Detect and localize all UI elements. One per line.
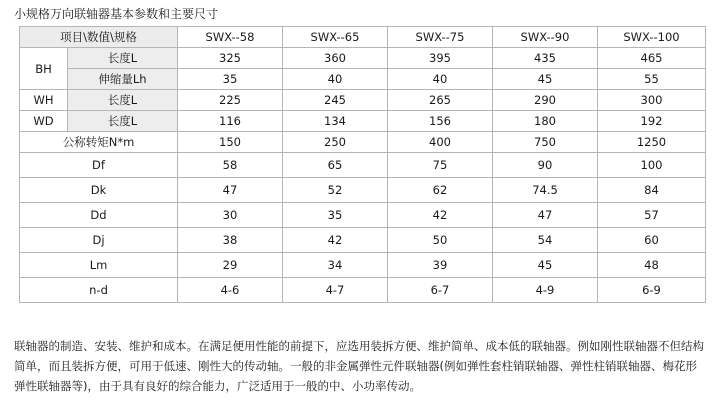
row-label-cell: 公称转矩N*m [20, 132, 178, 153]
value-cell: 65 [283, 153, 388, 178]
row-label-cell: Dk [20, 178, 178, 203]
row-label-cell: Dj [20, 228, 178, 253]
value-cell: 35 [283, 203, 388, 228]
value-cell: 58 [178, 153, 283, 178]
value-cell: 465 [598, 48, 706, 69]
param-cell: 伸缩量Lh [68, 69, 178, 90]
value-cell: 75 [388, 153, 493, 178]
value-cell: 60 [598, 228, 706, 253]
value-cell: 29 [178, 253, 283, 278]
table-row [20, 90, 706, 111]
value-cell: 180 [493, 111, 598, 132]
table-row [20, 278, 706, 303]
value-cell: 30 [178, 203, 283, 228]
model-header-cell: SWX--90 [493, 27, 598, 48]
value-cell: 150 [178, 132, 283, 153]
model-header-cell: SWX--100 [598, 27, 706, 48]
value-cell: 42 [388, 203, 493, 228]
value-cell: 116 [178, 111, 283, 132]
value-cell: 54 [493, 228, 598, 253]
value-cell: 47 [493, 203, 598, 228]
value-cell: 47 [178, 178, 283, 203]
value-cell: 38 [178, 228, 283, 253]
table-row [20, 253, 706, 278]
table-row [20, 132, 706, 153]
value-cell: 6-7 [388, 278, 493, 303]
value-cell: 84 [598, 178, 706, 203]
value-cell: 4-6 [178, 278, 283, 303]
table-row [20, 203, 706, 228]
value-cell: 265 [388, 90, 493, 111]
table-header-row [20, 27, 706, 48]
table-row [20, 48, 706, 69]
value-cell: 52 [283, 178, 388, 203]
value-cell: 134 [283, 111, 388, 132]
description-paragraph: 联轴器的制造、安装、维护和成本。在满足便用性能的前提下，应选用装拆方便、维护简单、成本低的联轴器。例如刚性联轴器不但结构简单，而且装拆方便，可用于低速、刚性大的传动轴。一般的非金属弹性元件联轴器(例如弹性套柱销联轴器、弹性柱销联轴器、梅花形弹性联轴器等)，由于具有良好的综合能力，广泛适用于一般的中、小功率传动。 [14, 339, 704, 393]
value-cell: 250 [283, 132, 388, 153]
model-header-cell: SWX--58 [178, 27, 283, 48]
value-cell: 156 [388, 111, 493, 132]
value-cell: 90 [493, 153, 598, 178]
param-cell: 长度L [68, 48, 178, 69]
value-cell: 325 [178, 48, 283, 69]
value-cell: 750 [493, 132, 598, 153]
value-cell: 4-7 [283, 278, 388, 303]
value-cell: 40 [388, 69, 493, 90]
table-row [20, 69, 706, 90]
spec-table [19, 26, 706, 303]
group-cell-wd: WD [20, 111, 68, 132]
value-cell: 48 [598, 253, 706, 278]
row-label-cell: Dd [20, 203, 178, 228]
value-cell: 225 [178, 90, 283, 111]
value-cell: 400 [388, 132, 493, 153]
param-cell: 长度L [68, 90, 178, 111]
value-cell: 395 [388, 48, 493, 69]
value-cell: 35 [178, 69, 283, 90]
header-label-cell: 项目\数值\规格 [20, 27, 178, 48]
value-cell: 192 [598, 111, 706, 132]
value-cell: 1250 [598, 132, 706, 153]
value-cell: 55 [598, 69, 706, 90]
value-cell: 435 [493, 48, 598, 69]
table-row [20, 153, 706, 178]
value-cell: 62 [388, 178, 493, 203]
row-label-cell: Df [20, 153, 178, 178]
value-cell: 39 [388, 253, 493, 278]
row-label-cell: Lm [20, 253, 178, 278]
row-label-cell: n-d [20, 278, 178, 303]
table-row [20, 111, 706, 132]
group-cell-wh: WH [20, 90, 68, 111]
group-cell-bh: BH [20, 48, 68, 90]
value-cell: 50 [388, 228, 493, 253]
page-title: 小规格万向联轴器基本参数和主要尺寸 [14, 7, 219, 21]
value-cell: 300 [598, 90, 706, 111]
value-cell: 74.5 [493, 178, 598, 203]
value-cell: 360 [283, 48, 388, 69]
value-cell: 42 [283, 228, 388, 253]
value-cell: 4-9 [493, 278, 598, 303]
value-cell: 100 [598, 153, 706, 178]
value-cell: 45 [493, 253, 598, 278]
value-cell: 40 [283, 69, 388, 90]
value-cell: 6-9 [598, 278, 706, 303]
model-header-cell: SWX--65 [283, 27, 388, 48]
table-row [20, 228, 706, 253]
value-cell: 57 [598, 203, 706, 228]
value-cell: 34 [283, 253, 388, 278]
table-row [20, 178, 706, 203]
value-cell: 245 [283, 90, 388, 111]
value-cell: 45 [493, 69, 598, 90]
param-cell: 长度L [68, 111, 178, 132]
model-header-cell: SWX--75 [388, 27, 493, 48]
value-cell: 290 [493, 90, 598, 111]
